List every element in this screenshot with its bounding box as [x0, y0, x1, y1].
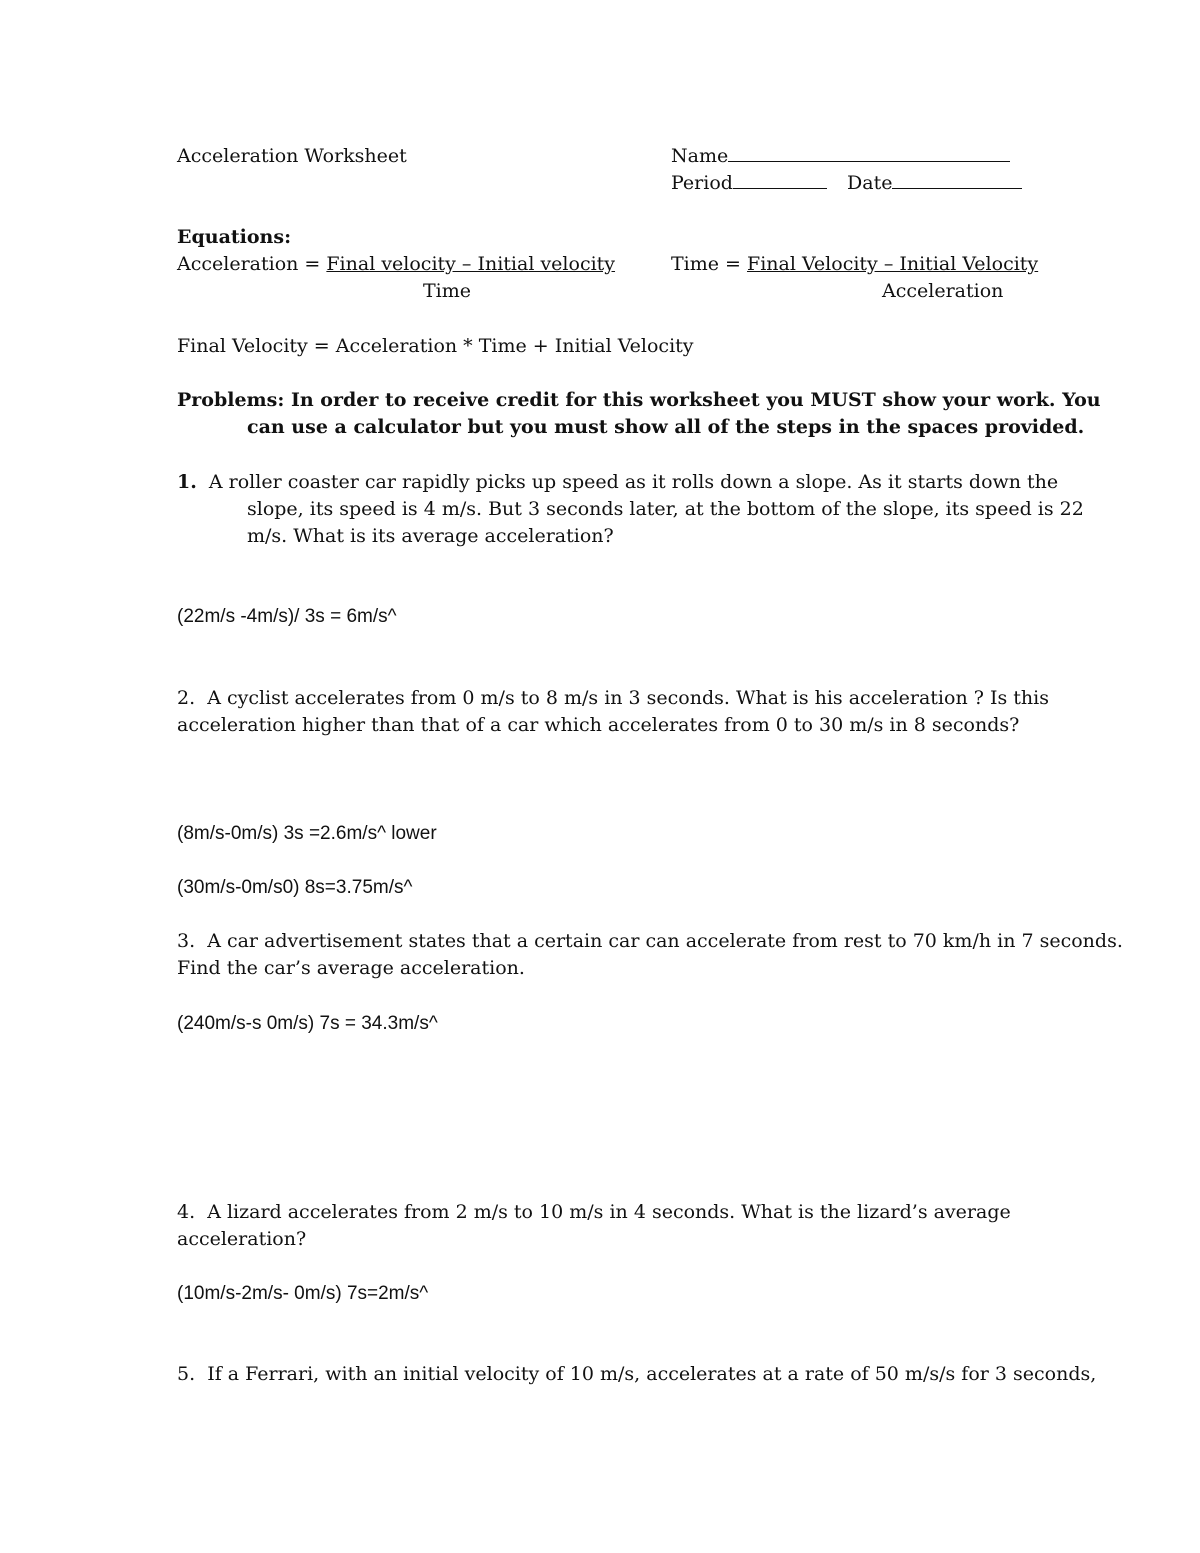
problem-text-line: A roller coaster car rapidly picks up speed as it rolls down a slope. As it starts down the: [208, 471, 1059, 493]
period-date-fields: [671, 170, 1022, 197]
problem-text-line: slope, its speed is 4 m/s. But 3 seconds later, at the bottom of the slope, its speed is 22: [247, 498, 1084, 520]
period-blank-line: [733, 170, 827, 189]
problem-4: [177, 1199, 1011, 1226]
problem-1: [177, 469, 1058, 496]
time-prefix: Time =: [671, 253, 748, 275]
time-denominator: Acceleration: [882, 280, 1004, 302]
name-blank-line: [728, 143, 1010, 162]
acceleration-numerator: Final velocity – Initial velocity: [326, 253, 616, 275]
problem-number: 1.: [177, 471, 197, 493]
answer-text: (240m/s-s 0m/s) 7s = 34.3m/s^: [177, 1013, 438, 1034]
problem-5: [177, 1361, 1096, 1388]
answer-text: (10m/s-2m/s- 0m/s) 7s=2m/s^: [177, 1283, 429, 1304]
problem-number: 2.: [177, 687, 196, 709]
final-velocity-equation: Final Velocity = Acceleration * Time + Initial Velocity: [177, 335, 694, 357]
problem-text-line: m/s. What is its average acceleration?: [247, 525, 614, 547]
equations-heading: Equations:: [177, 226, 292, 248]
date-label: Date: [847, 172, 893, 194]
problem-number: 4.: [177, 1201, 196, 1223]
problem-text-line: A lizard accelerates from 2 m/s to 10 m/s in 4 seconds. What is the lizard’s average: [207, 1201, 1011, 1223]
name-label: Name: [671, 145, 729, 167]
problem-text-line: A car advertisement states that a certain car can accelerate from rest to 70 km/h in 7 seconds.: [207, 930, 1123, 952]
date-field[interactable]: [847, 172, 1022, 194]
acceleration-denominator: Time: [423, 280, 472, 302]
answer-text: (22m/s -4m/s)/ 3s = 6m/s^: [177, 606, 397, 627]
time-equation: [671, 251, 1038, 278]
worksheet-title: Acceleration Worksheet: [177, 145, 407, 167]
problem-text-line: acceleration higher than that of a car which accelerates from 0 to 30 m/s in 8 seconds?: [177, 714, 1020, 736]
problem-text-line: A cyclist accelerates from 0 m/s to 8 m/s in 3 seconds. What is his acceleration ? Is this: [207, 687, 1049, 709]
problem-2: [177, 685, 1049, 712]
problem-text-line: Find the car’s average acceleration.: [177, 957, 525, 979]
period-label: Period: [671, 172, 733, 194]
problem-number: 3.: [177, 930, 196, 952]
date-blank-line: [892, 170, 1022, 189]
acceleration-prefix: Acceleration =: [177, 253, 327, 275]
problem-3: [177, 928, 1123, 955]
instructions-line-2: can use a calculator but you must show all of the steps in the spaces provided.: [247, 416, 1085, 438]
name-field[interactable]: [671, 143, 1010, 170]
problem-number: 5.: [177, 1363, 196, 1385]
time-numerator: Final Velocity – Initial Velocity: [747, 253, 1039, 275]
period-field[interactable]: [671, 172, 827, 194]
problem-text-line: If a Ferrari, with an initial velocity of 10 m/s, accelerates at a rate of 50 m/s/s for 3 seconds,: [207, 1363, 1097, 1385]
instructions-line-1: Problems: In order to receive credit for this worksheet you MUST show your work. You: [177, 389, 1101, 411]
answer-text: (30m/s-0m/s0) 8s=3.75m/s^: [177, 877, 413, 898]
answer-text: (8m/s-0m/s) 3s =2.6m/s^ lower: [177, 823, 437, 844]
problem-text-line: acceleration?: [177, 1228, 307, 1250]
acceleration-equation: [177, 251, 615, 278]
